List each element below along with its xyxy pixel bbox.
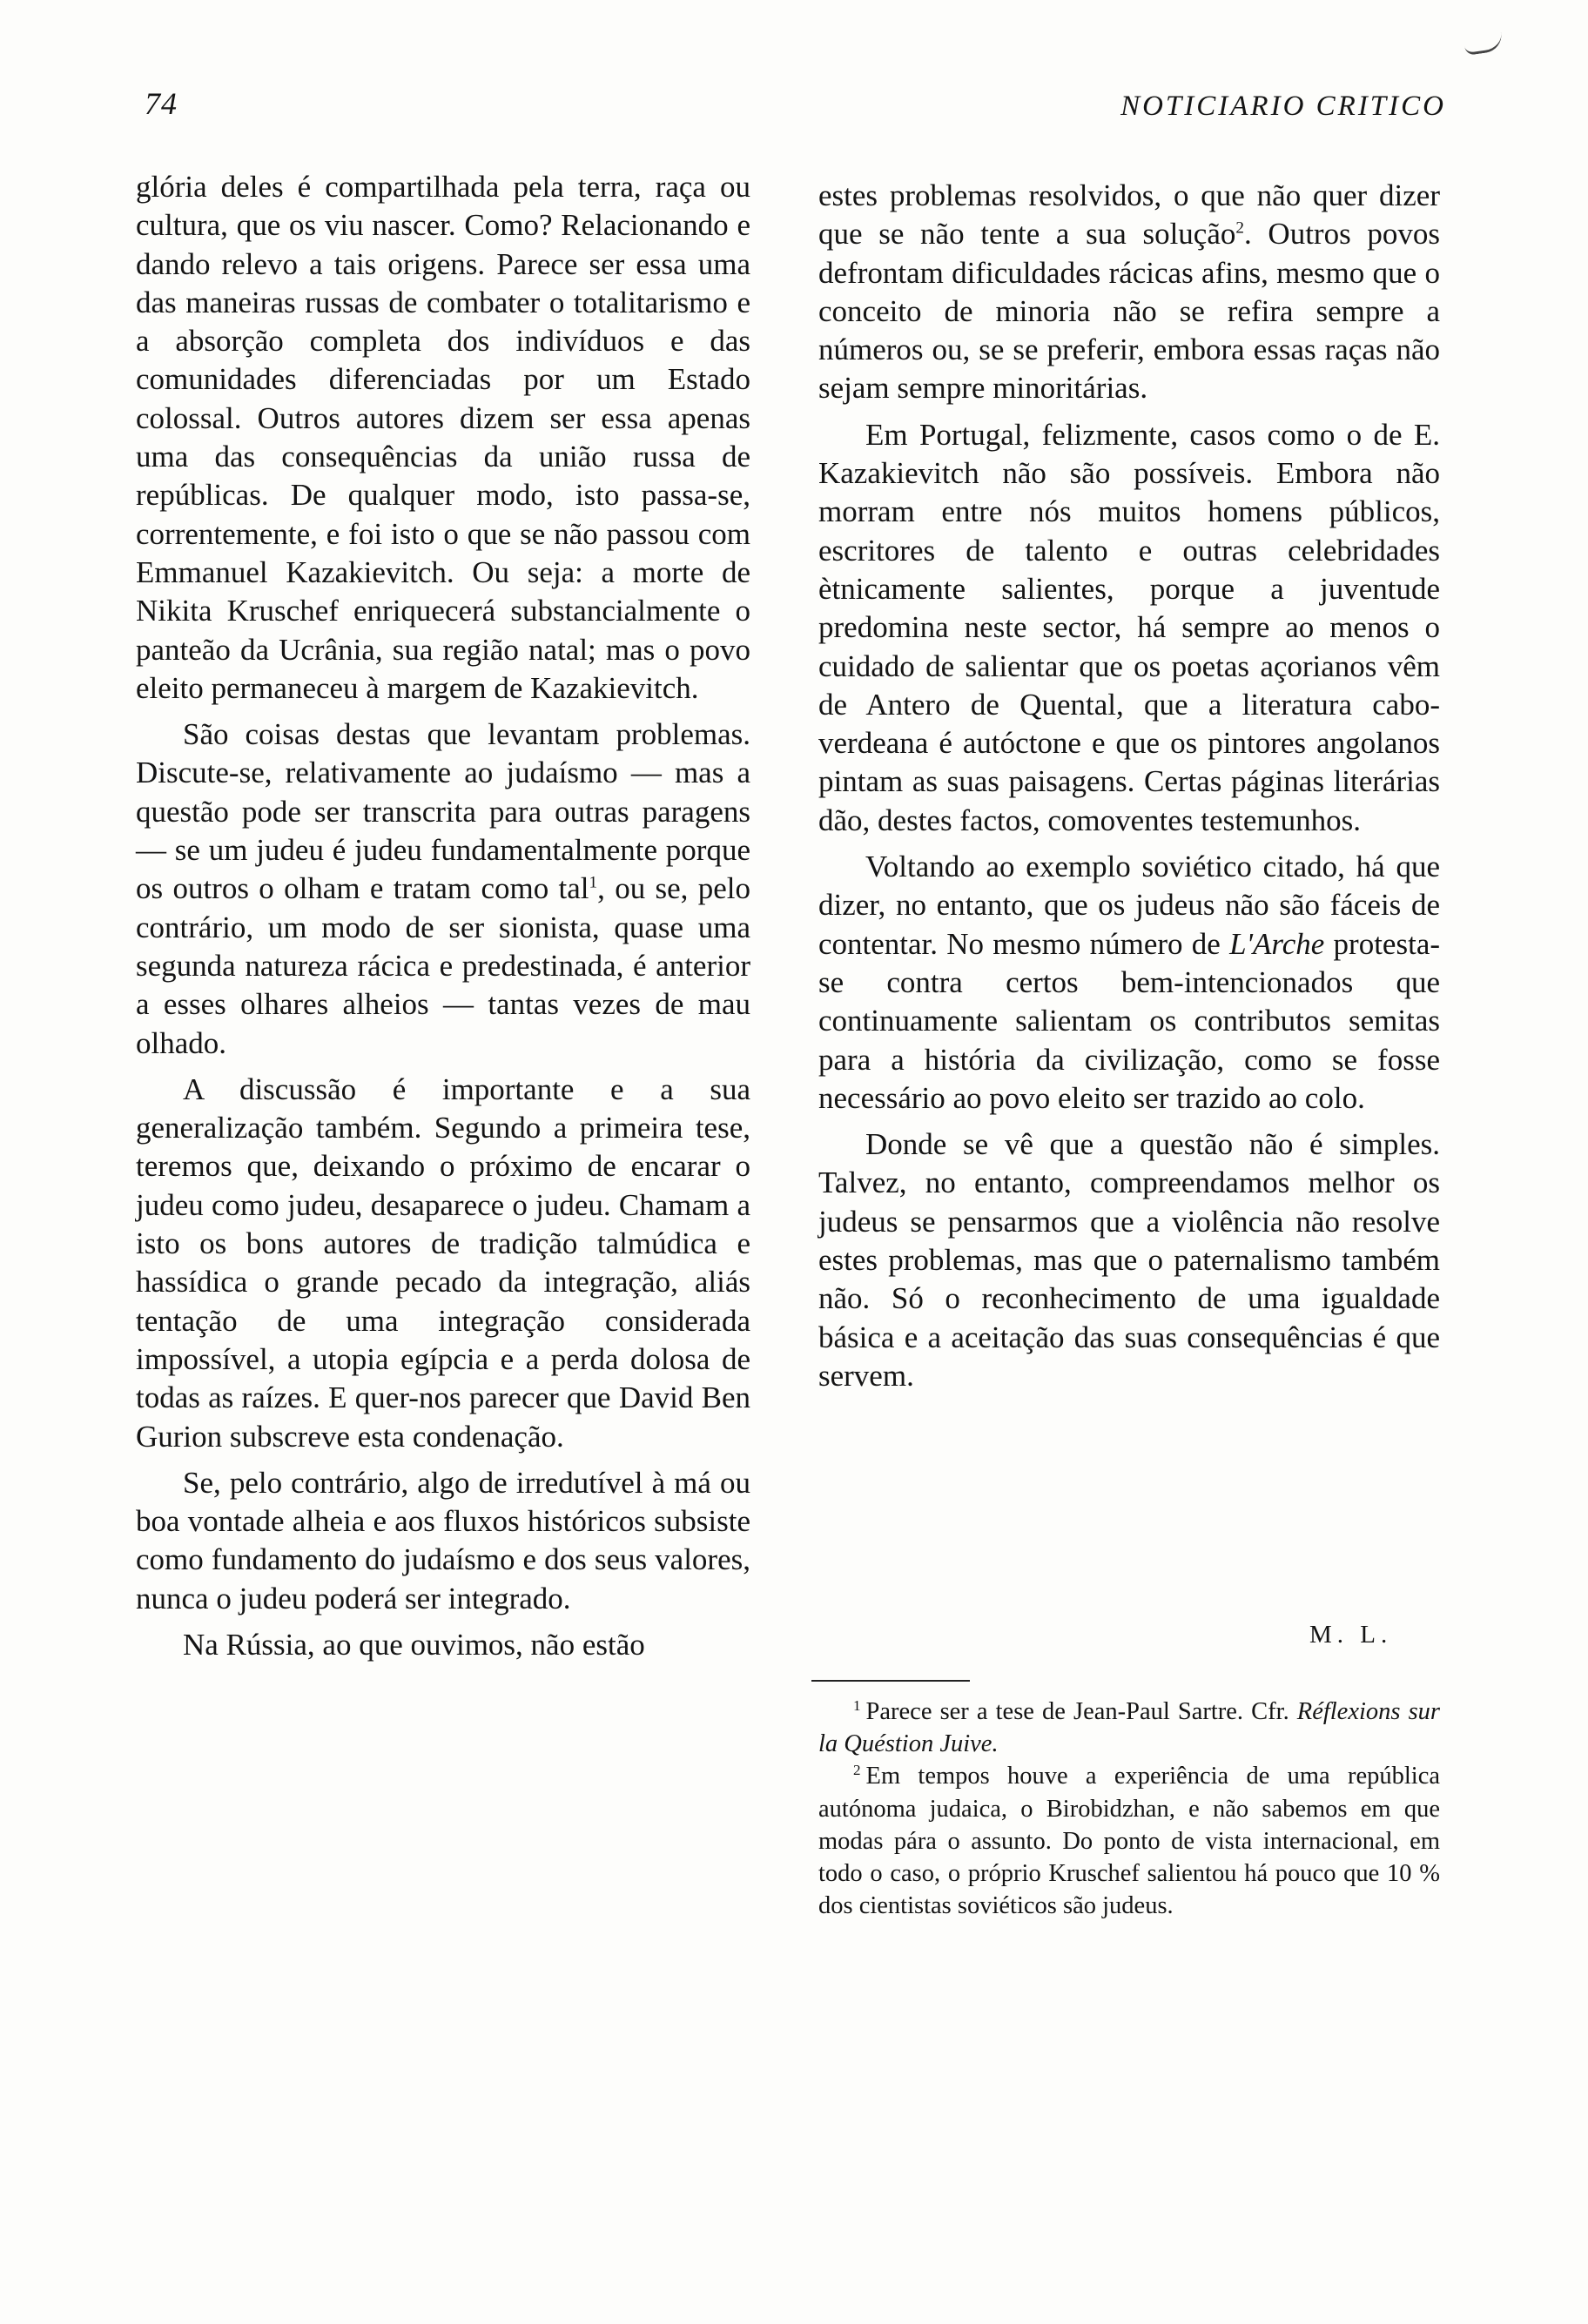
footnote-text: Em tempos houve a experiência de uma república autónoma judaica, o Birobidzhan, e não sabemos em que modas pára o assunto. Do ponto de vista internacional, em todo o caso, o próprio Kruschef salientou há pouco que 10 % dos cientistas soviéticos são judeus. xyxy=(818,1763,1440,1920)
left-column xyxy=(136,168,750,1672)
footnote-1 xyxy=(818,1696,1440,1760)
footnote-number: 2 xyxy=(853,1761,861,1778)
paragraph: Em Portugal, felizmente, casos como o de E. Kazakievitch não são possíveis. Embora não morram entre nós muitos homens públicos, escritores de talento e outras celebridades ètnicamente salientes, porque a juventude predomina neste sector, há sempre ao menos o cuidado de salientar que os poetas açorianos vêm de Antero de Quental, que a literatura cabo-verdeana é autóctone e que os pintores angolanos pintam as suas paisagens. Certas páginas literárias dão, destes factos, comoventes testemunhos. xyxy=(818,417,1440,837)
author-signature: M. L. xyxy=(1309,1621,1393,1649)
footnote-divider xyxy=(811,1680,970,1682)
paragraph xyxy=(136,715,750,1063)
pencil-mark xyxy=(1464,32,1504,56)
footnote-2 xyxy=(818,1760,1440,1922)
paragraph-text: São coisas destas que levantam problemas. Discute-se, relativamente ao judaísmo — mas a questão pode ser transcrita para outras paragens — se um judeu é judeu fundamentalmente porque os outros o olham e tratam como tal xyxy=(136,717,750,906)
paragraph: Donde se vê que a questão não é simples. Talvez, no entanto, compreendamos melhor os judeus se pensarmos que a violência não resolve estes problemas, mas que o paternalismo também não. Só o reconhecimento de uma igualdade básica e a aceitação das suas consequências é que servem. xyxy=(818,1127,1440,1393)
footnotes xyxy=(818,1696,1440,1922)
paragraph-text: . Outros povos defrontam dificuldades rácicas afins, mesmo que o conceito de minoria não se refira sempre a números ou, se se preferir, embora essas raças não sejam sempre minoritárias. xyxy=(818,217,1440,406)
paragraph: glória deles é compartilhada pela terra, raça ou cultura, que os viu nascer. Como? Relacionando e dando relevo a tais origens. Parece ser essa uma das maneiras russas de combater o totalitarismo e a absorção completa dos indivíduos e das comunidades diferenciadas por um Estado colossal. Outros autores dizem ser essa apenas uma das consequências da união russa de repúblicas. De qualquer modo, isto passa-se, correntemente, e foi isto o que se não passou com Emmanuel Kazakievitch. Ou seja: a morte de Nikita Kruschef enriquecerá substancialmente o panteão da Ucrânia, sua região natal; mas o povo eleito permaneceu à margem de Kazakievitch. xyxy=(136,170,750,705)
running-head: NOTICIARIO CRITICO xyxy=(1120,91,1446,122)
right-column xyxy=(818,177,1440,1403)
paragraph-text: , ou se, pelo contrário, um modo de ser sionista, quase uma segunda natureza rácica e predestinada, é anterior a esses olhares alheios — tantas vezes de mau olhado. xyxy=(136,871,750,1060)
footnote-text: Parece ser a tese de Jean-Paul Sartre. Cfr. xyxy=(865,1698,1297,1725)
paragraph: Na Rússia, ao que ouvimos, não estão xyxy=(183,1627,645,1662)
footnote-ref: 2 xyxy=(1235,218,1244,238)
paragraph-text: estes problemas resolvidos, o que não quer dizer que se não tente a sua solução xyxy=(818,178,1440,252)
paragraph: Se, pelo contrário, algo de irredutível à má ou boa vontade alheia e aos fluxos históricos subsiste como fundamento do judaísmo e dos seus valores, nunca o judeu poderá ser integrado. xyxy=(136,1465,750,1615)
paragraph: A discussão é importante e a sua generalização também. Segundo a primeira tese, teremos que, deixando o próximo de encarar o judeu como judeu, desaparece o judeu. Chamam a isto os bons autores de tradição talmúdica e hassídica o grande pecado da integração, aliás tentação de uma integração considerada impossível, a utopia egípcia e a perda dolosa de todas as raízes. E quer-nos parecer que David Ben Gurion subscreve esta condenação. xyxy=(136,1071,750,1454)
paragraph xyxy=(818,848,1440,1118)
paragraph xyxy=(818,177,1440,408)
footnote-ref: 1 xyxy=(589,873,598,892)
paragraph-text: Voltando ao exemplo soviético citado, há que dizer, no entanto, que os judeus não são fáceis de contentar. No mesmo número de xyxy=(818,850,1440,961)
page-number: 74 xyxy=(145,86,178,121)
paragraph-text: protesta-se contra certos bem-intencionados que continuamente salientam os contributos semitas para a história da civilização, como se fosse necessário ao povo eleito ser trazido ao colo. xyxy=(818,926,1441,1115)
journal-title: L'Arche xyxy=(1229,926,1325,961)
footnote-number: 1 xyxy=(853,1696,861,1714)
book-title: Réflexions sur la Quéstion Juive. xyxy=(818,1698,1441,1758)
